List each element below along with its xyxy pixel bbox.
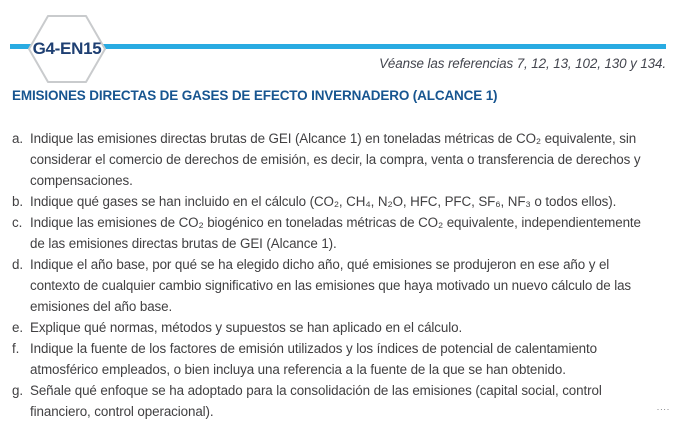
references-note: Véanse las referencias 7, 12, 13, 102, 130 y 134. bbox=[379, 56, 666, 71]
continuation-marker: .... bbox=[656, 402, 670, 412]
list-item-letter: a. bbox=[12, 131, 23, 146]
list-item-letter: d. bbox=[12, 257, 23, 272]
list-item-text: Indique las emisiones de CO₂ biogénico en toneladas métricas de CO₂ equivalente, independientemente de las emisiones directas brutas de GEI (Alcance 1). bbox=[30, 215, 641, 251]
list-item-d bbox=[12, 254, 652, 317]
list-item-g bbox=[12, 380, 652, 422]
list-item-text: Indique qué gases se han incluido en el cálculo (CO₂, CH₄, N₂O, HFC, PFC, SF₆, NF₃ o todos ellos). bbox=[30, 194, 617, 209]
list-item-text: Indique las emisiones directas brutas de GEI (Alcance 1) en toneladas métricas de CO₂ equivalente, sin considerar el comercio de derechos de emisión, es decir, la compra, venta o transferencia de derechos y compensaciones. bbox=[30, 131, 641, 188]
list-item-text: Explique qué normas, métodos y supuestos se han aplicado en el cálculo. bbox=[30, 320, 463, 335]
guidance-list bbox=[12, 128, 652, 422]
indicator-badge-label: G4-EN15 bbox=[32, 39, 102, 58]
list-item-c bbox=[12, 212, 652, 254]
list-item-b bbox=[12, 191, 652, 212]
accent-rule bbox=[10, 44, 666, 49]
list-item-text: Indique la fuente de los factores de emisión utilizados y los índices de potencial de calentamiento atmosférico empleados, o bien incluya una referencia a la fuente de la que se han obtenido. bbox=[30, 341, 597, 377]
list-item-letter: b. bbox=[12, 194, 23, 209]
section-heading: EMISIONES DIRECTAS DE GASES DE EFECTO INVERNADERO (ALCANCE 1) bbox=[12, 88, 498, 103]
list-item-f bbox=[12, 338, 652, 380]
list-item-letter: e. bbox=[12, 320, 23, 335]
list-item-e bbox=[12, 317, 652, 338]
list-item-letter: f. bbox=[12, 341, 20, 356]
list-item-text: Indique el año base, por qué se ha elegido dicho año, qué emisiones se produjeron en ese año y el contexto de cualquier cambio significativo en las emisiones que haya motivado un nuevo cálculo de las emisiones del año base. bbox=[30, 257, 632, 314]
list-item-text: Señale qué enfoque se ha adoptado para la consolidación de las emisiones (capital social, control financiero, control operacional). bbox=[30, 383, 602, 419]
list-item-letter: c. bbox=[12, 215, 23, 230]
list-item-letter: g. bbox=[12, 383, 23, 398]
list-item-a bbox=[12, 128, 652, 191]
